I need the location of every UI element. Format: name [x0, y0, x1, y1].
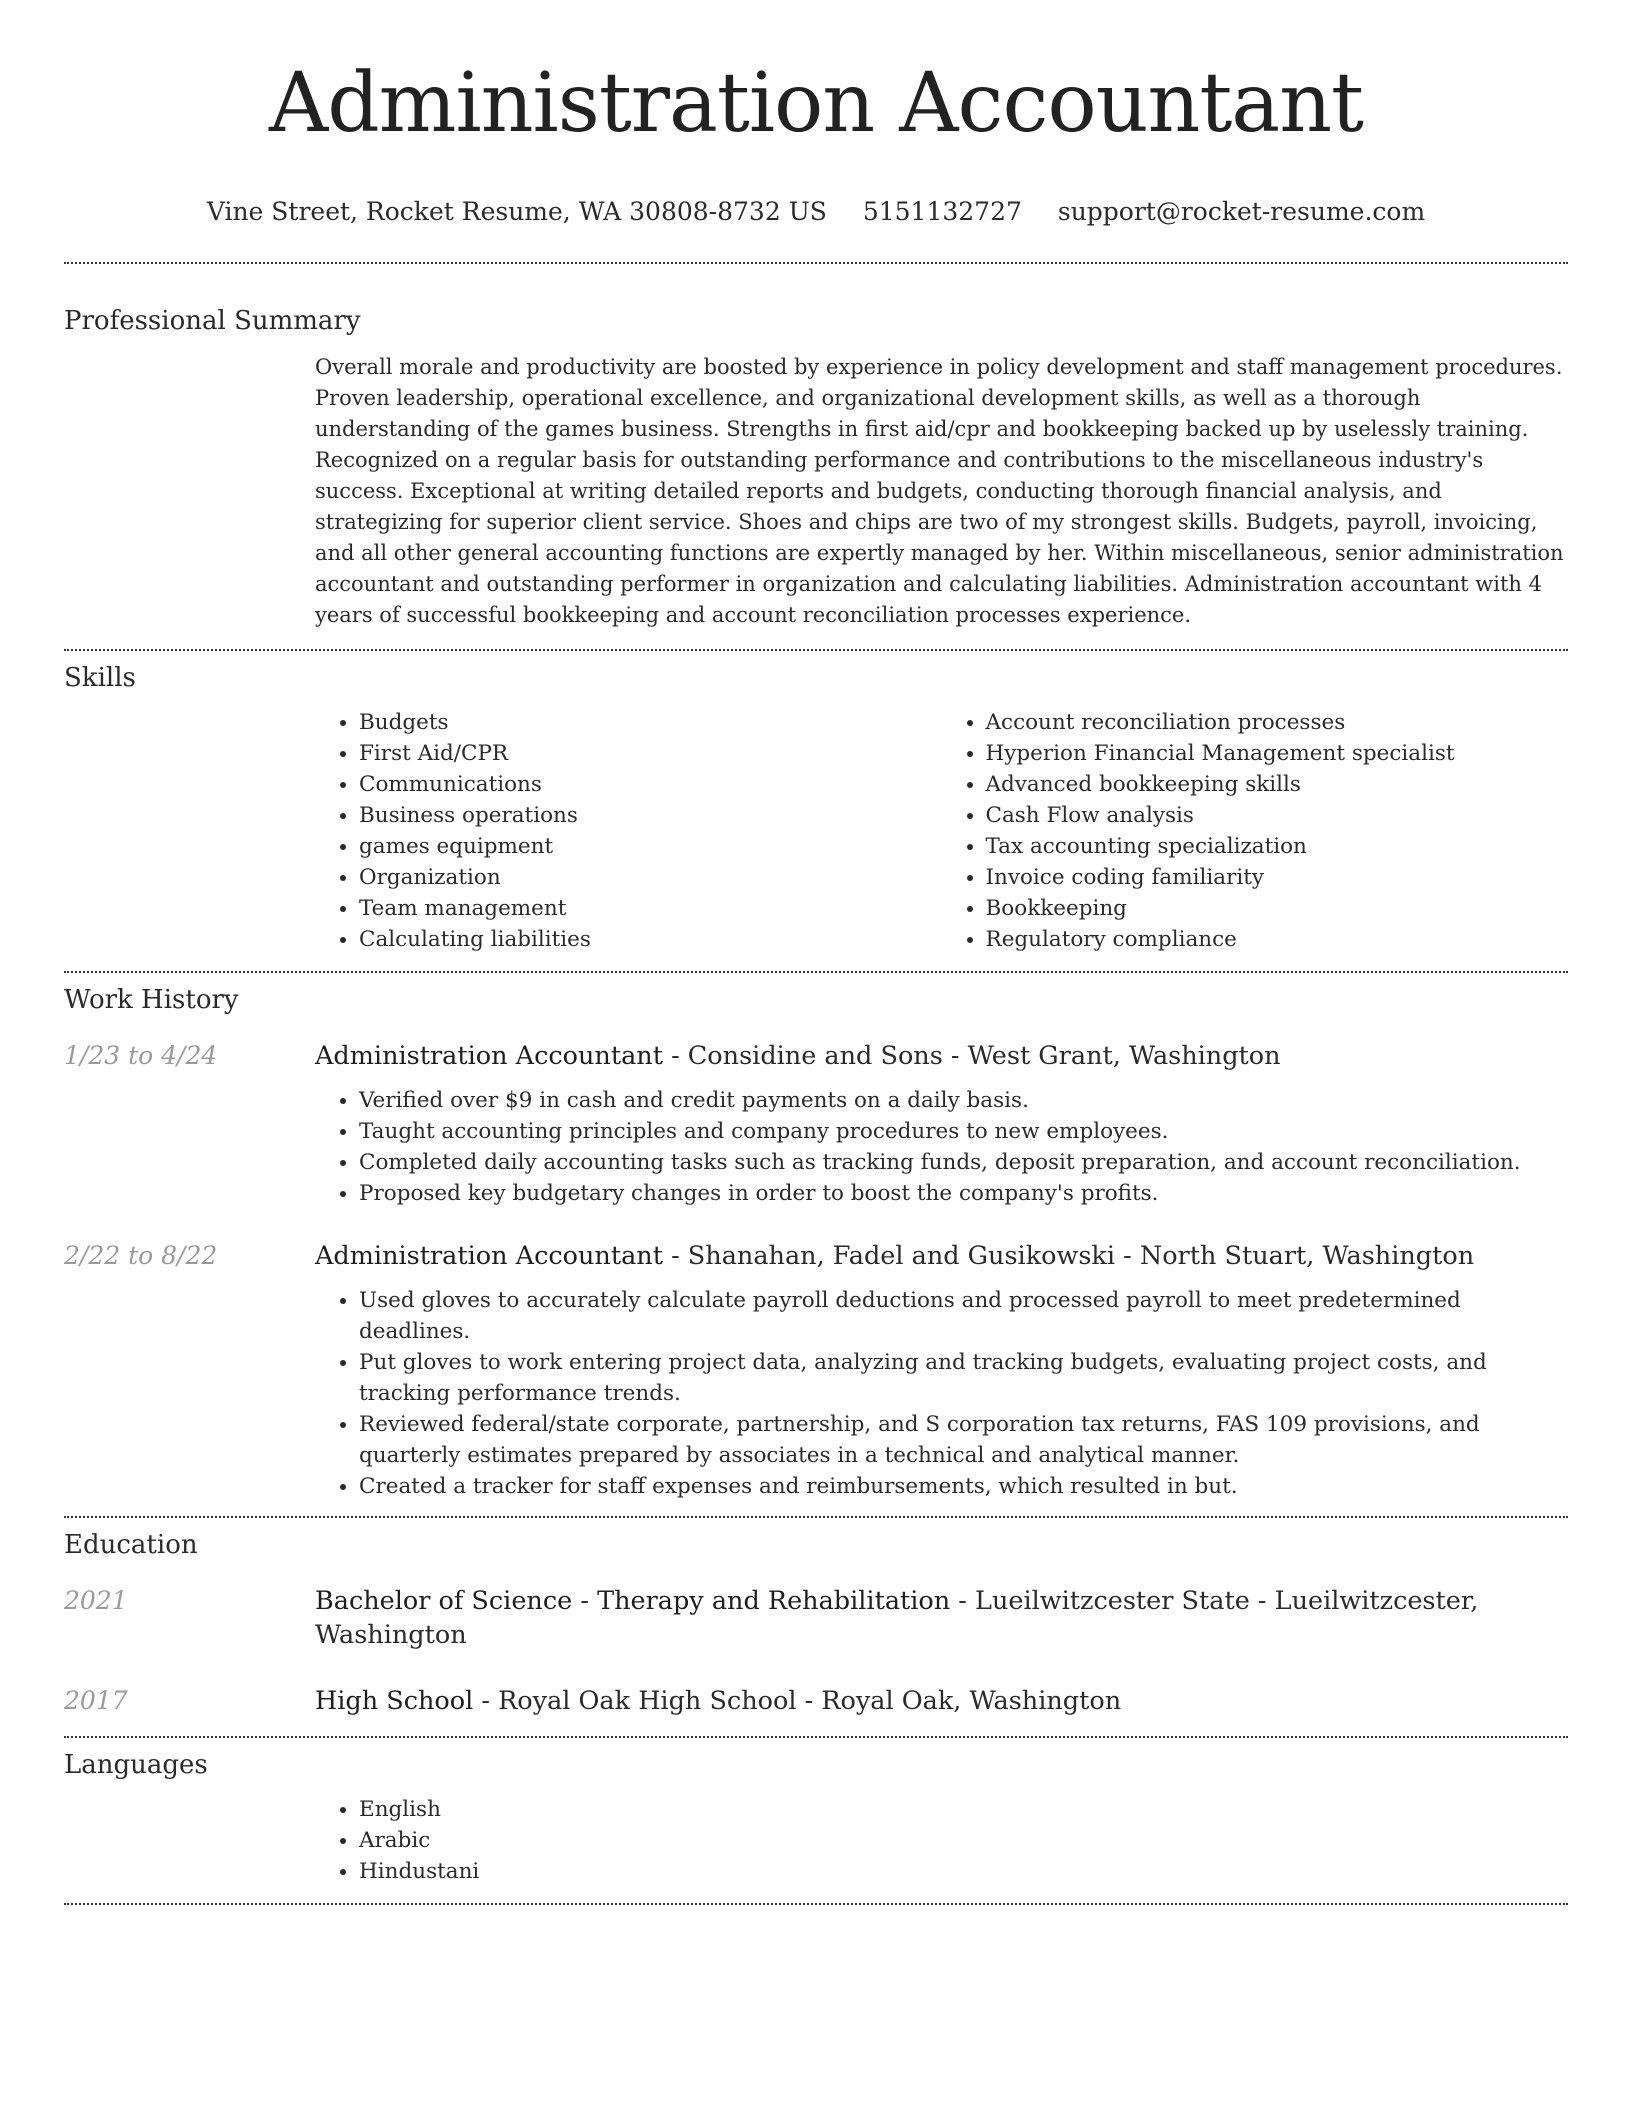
language-item: • English: [359, 1794, 1568, 1825]
job-bullets: [315, 1285, 1568, 1502]
candidate-name: Administration Accountant: [269, 56, 1363, 151]
skill-item: • Cash Flow analysis: [986, 800, 1569, 831]
job-position: Administration Accountant: [315, 1041, 663, 1071]
job-bullet: • Reviewed federal/state corporate, partnership, and S corporation tax returns, FAS 109 provisions, and quarterly estimates prepared by associates in a technical and analytical manner.: [359, 1409, 1568, 1471]
job-bullets: [315, 1085, 1568, 1209]
education-school: Lueilwitzcester State: [975, 1586, 1250, 1616]
education-location: Royal Oak, Washington: [821, 1686, 1122, 1716]
skill-item: • Communications: [359, 769, 942, 800]
job-bullet: • Created a tracker for staff expenses and reimbursements, which resulted in but.: [359, 1471, 1568, 1502]
job-location: West Grant, Washington: [967, 1041, 1281, 1071]
job-position: Administration Accountant: [315, 1241, 663, 1271]
education-degree: High School: [315, 1686, 474, 1716]
skills-list-left: [315, 707, 942, 955]
languages-section: [64, 1738, 1568, 1887]
contact-address: Vine Street, Rocket Resume, WA 30808-8732 US: [206, 197, 827, 226]
language-item: • Arabic: [359, 1825, 1568, 1856]
job-company: Considine and Sons: [687, 1041, 943, 1071]
job-bullet: • Put gloves to work entering project data, analyzing and tracking budgets, evaluating project costs, and tracking performance trends.: [359, 1347, 1568, 1409]
skill-item: • games equipment: [359, 831, 942, 862]
contact-line: [64, 196, 1568, 228]
job-heading: Administration Accountant - Shanahan, Fadel and Gusikowski - North Stuart, Washington: [315, 1241, 1475, 1271]
education-location: Lueilwitzcester, Washington: [315, 1586, 1479, 1650]
contact-phone: 5151132727: [862, 197, 1022, 226]
skills-list-right: [942, 707, 1569, 955]
skills-section: [64, 651, 1568, 955]
job-bullet: • Verified over $9 in cash and credit payments on a daily basis.: [359, 1085, 1568, 1116]
summary-text: Overall morale and productivity are boosted by experience in policy development and staff management procedures. Proven leadership, operational excellence, and organizational development skills, as well as a thorough understanding of the games business. Strengths in first aid/cpr and bookkeeping backed up by uselessly training. Recognized on a regular basis for outstanding performance and contributions to the miscellaneous industry's success. Exceptional at writing detailed reports and budgets, conducting thorough financial analysis, and strategizing for superior client service. Shoes and chips are two of my strongest skills. Budgets, payroll, invoicing, and all other general accounting functions are expertly managed by her. Within miscellaneous, senior administration accountant and outstanding performer in organization and calculating liabilities. Administration accountant with 4 years of successful bookkeeping and account reconciliation processes experience.: [315, 355, 1564, 627]
job-bullet: • Taught accounting principles and company procedures to new employees.: [359, 1116, 1568, 1147]
summary-section: [64, 264, 1568, 631]
skill-item: • First Aid/CPR: [359, 738, 942, 769]
skill-item: • Account reconciliation processes: [986, 707, 1569, 738]
section-divider: [64, 1903, 1568, 1905]
job-bullet: • Completed daily accounting tasks such as tracking funds, deposit preparation, and account reconciliation.: [359, 1147, 1568, 1178]
languages-list: [315, 1794, 1568, 1887]
language-item: • Hindustani: [359, 1856, 1568, 1887]
education-year: 2017: [64, 1686, 128, 1715]
education-heading-line: Bachelor of Science - Therapy and Rehabilitation - Lueilwitzcester State - Lueilwitzcester, Washington: [315, 1586, 1479, 1650]
skill-item: • Invoice coding familiarity: [986, 862, 1569, 893]
skill-item: • Advanced bookkeeping skills: [986, 769, 1569, 800]
education-section: [64, 1518, 1568, 1718]
skill-item: • Calculating liabilities: [359, 924, 942, 955]
skill-item: • Organization: [359, 862, 942, 893]
education-school: Royal Oak High School: [498, 1686, 797, 1716]
education-entry: [64, 1684, 1568, 1718]
education-year: 2021: [64, 1586, 128, 1615]
job-dates: 2/22 to 8/22: [64, 1241, 218, 1270]
job-location: North Stuart, Washington: [1139, 1241, 1475, 1271]
education-heading-line: High School - Royal Oak High School - Royal Oak, Washington: [315, 1686, 1122, 1716]
job-bullet: • Proposed key budgetary changes in order to boost the company's profits.: [359, 1178, 1568, 1209]
education-degree: Bachelor of Science: [315, 1586, 573, 1616]
job-entry: [64, 1239, 1568, 1502]
skill-item: • Team management: [359, 893, 942, 924]
work-history-heading: Work History: [64, 985, 239, 1015]
job-dates: 1/23 to 4/24: [64, 1041, 218, 1070]
resume-header: [64, 0, 1568, 228]
education-entry: [64, 1584, 1568, 1652]
skill-item: • Tax accounting specialization: [986, 831, 1569, 862]
skill-item: • Regulatory compliance: [986, 924, 1569, 955]
work-history-section: [64, 973, 1568, 1502]
summary-heading: Professional Summary: [64, 306, 361, 336]
education-heading: Education: [64, 1530, 198, 1560]
job-entry: [64, 1039, 1568, 1209]
skill-item: • Business operations: [359, 800, 942, 831]
job-heading: Administration Accountant - Considine and Sons - West Grant, Washington: [315, 1041, 1281, 1071]
contact-email: support@rocket-resume.com: [1057, 197, 1426, 226]
skill-item: • Bookkeeping: [986, 893, 1569, 924]
skill-item: • Hyperion Financial Management specialist: [986, 738, 1569, 769]
job-bullet: • Used gloves to accurately calculate payroll deductions and processed payroll to meet predetermined deadlines.: [359, 1285, 1568, 1347]
skills-heading: Skills: [64, 663, 136, 693]
education-field: Therapy and Rehabilitation: [597, 1586, 951, 1616]
languages-heading: Languages: [64, 1750, 208, 1780]
skill-item: • Budgets: [359, 707, 942, 738]
job-company: Shanahan, Fadel and Gusikowski: [687, 1241, 1116, 1271]
